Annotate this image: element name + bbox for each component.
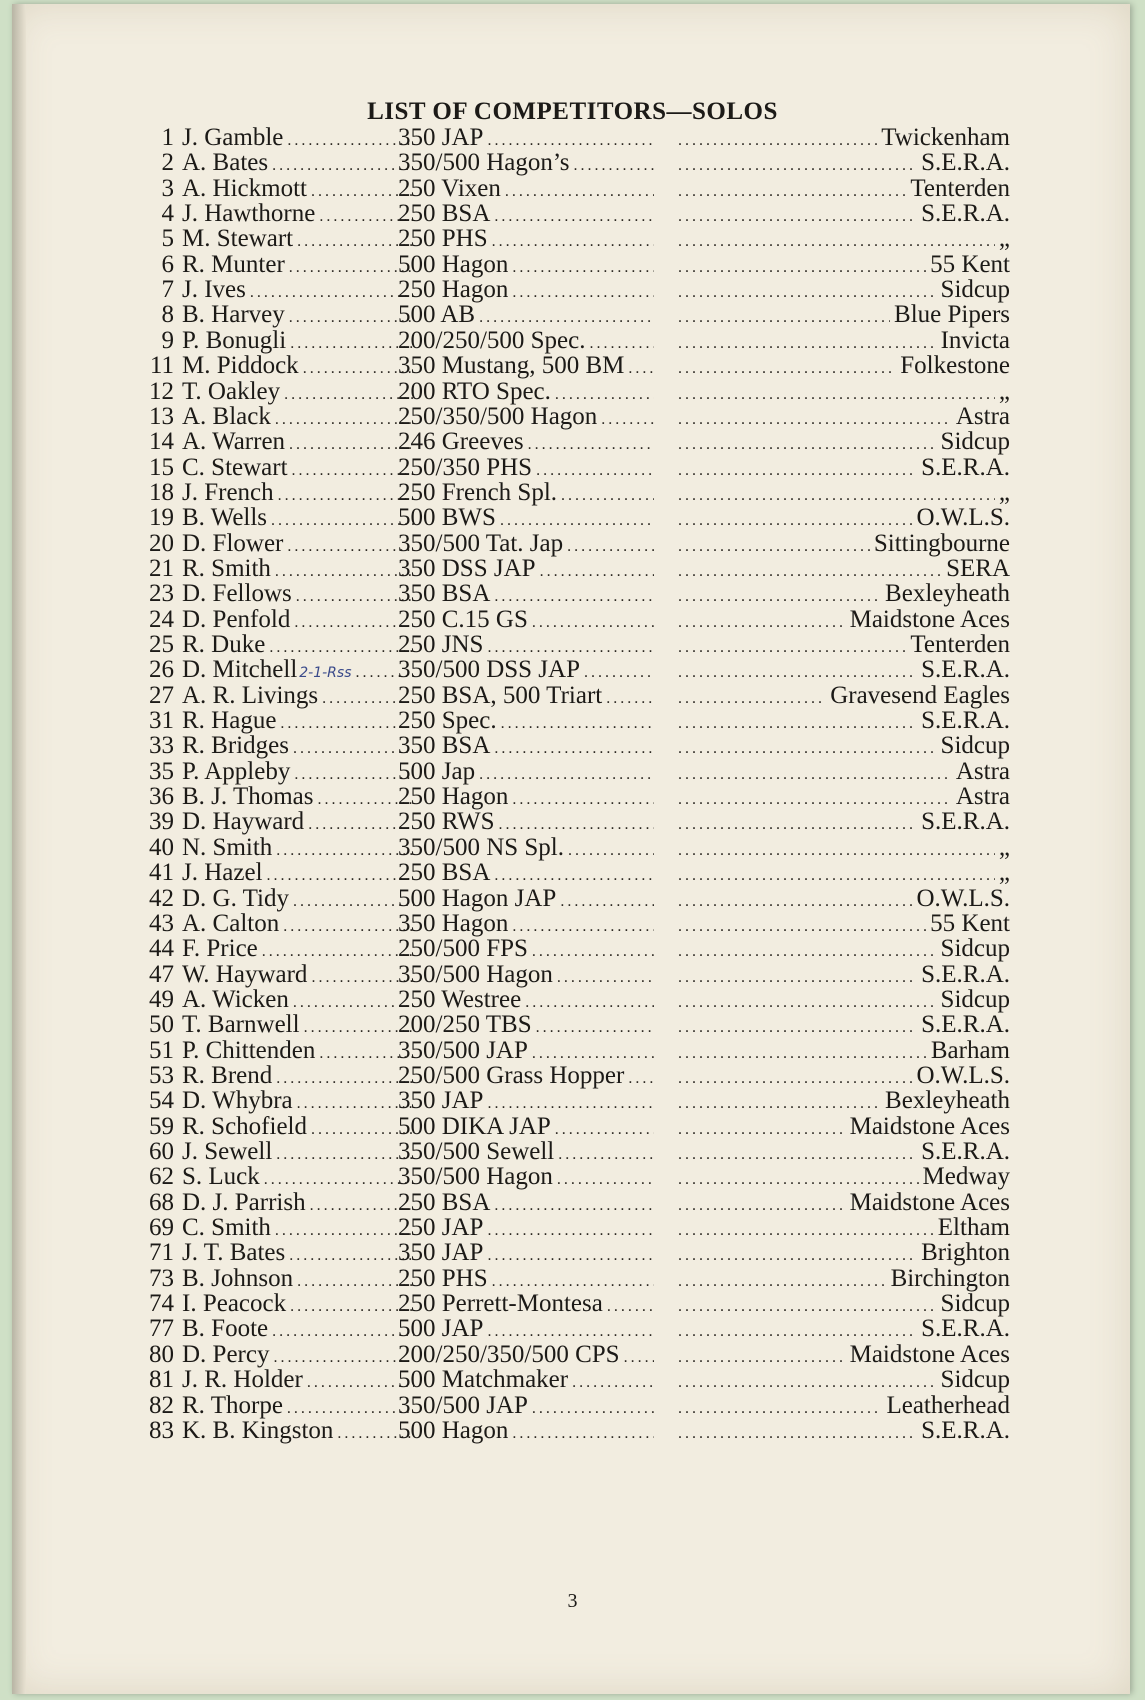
club: S.E.R.A. [921,707,1010,735]
competitor-name: R. Thorpe [182,1391,283,1419]
machine: 250 Vixen [398,174,501,202]
table-row [140,859,1010,887]
machine: 250 PHS [398,225,488,253]
table-row [140,1189,1010,1217]
competitor-name: D. J. Parrish [182,1188,306,1216]
machine: 250 Perrett-Montesa [398,1290,603,1318]
machine: 350 BSA [398,732,491,760]
competitor-number: 13 [149,402,174,430]
club: Sidcup [940,276,1010,304]
club: S.E.R.A. [921,656,1010,684]
machine: 350 DSS JAP [398,554,536,582]
competitor-number: 80 [149,1340,174,1368]
competitor-name: K. B. Kingston [182,1416,334,1444]
competitor-number: 39 [149,808,174,836]
machine: 350 JAP [398,1087,484,1115]
machine: 350 Hagon [398,909,509,937]
table-row [140,479,1010,507]
club: S.E.R.A. [921,1011,1010,1039]
page-number: 3 [567,1590,578,1612]
club: Sidcup [940,428,1010,456]
competitor-number: 81 [149,1366,174,1394]
competitor-number: 5 [161,225,174,253]
machine: 500 JAP [398,1315,484,1343]
machine: 350/500 Hagon [398,1163,553,1191]
table-row [140,1290,1010,1318]
table-row [140,225,1010,253]
table-row [140,910,1010,938]
table-row [140,1214,1010,1242]
competitor-name: A. Warren [182,428,286,456]
competitor-name: B. Johnson [182,1264,294,1292]
competitor-number: 31 [149,707,174,735]
competitor-number: 71 [149,1239,174,1267]
table-row [140,555,1010,583]
machine: 350/500 NS Spl. [398,833,565,861]
club: Maidstone Aces [849,1112,1010,1140]
competitor-name: A. Calton [182,909,280,937]
machine: 350/500 JAP [398,1391,528,1419]
club: S.E.R.A. [921,453,1010,481]
machine: 250 French Spl. [398,478,558,506]
competitor-name: R. Smith [182,554,271,582]
competitor-number: 3 [161,174,174,202]
machine: 250 BSA, 500 Triart [398,681,603,709]
competitor-number: 27 [149,681,174,709]
table-row [140,1265,1010,1293]
competitor-number: 40 [149,833,174,861]
competitor-name: D. G. Tidy [182,884,289,912]
machine: 250 C.15 GS [398,605,528,633]
machine: 500 Jap [398,757,476,785]
competitor-name: D. Whybra [182,1087,293,1115]
competitor-name: J. French [182,478,274,506]
club: „ [998,478,1010,506]
leader-dots [678,1420,917,1448]
competitor-number: 47 [149,960,174,988]
competitor-name: A. R. Livings [182,681,319,709]
competitor-name: J. R. Holder [182,1366,303,1394]
competitor-name: J. Hazel [182,859,263,887]
table-row [140,1239,1010,1267]
competitor-name: C. Stewart [182,453,288,481]
machine: 250 Hagon [398,276,509,304]
club: Invicta [940,326,1010,354]
table-row [140,175,1010,203]
competitor-name: D. Mitchell [182,656,298,684]
page-spine [12,4,26,1694]
competitor-name: S. Luck [182,1163,260,1191]
competitor-name: W. Hayward [182,960,308,988]
table-row [140,530,1010,558]
table-row [140,580,1010,608]
table-row [140,403,1010,431]
table-row [140,732,1010,760]
competitor-name: R. Bridges [182,732,289,760]
club: S.E.R.A. [921,149,1010,177]
club: Maidstone Aces [849,605,1010,633]
table-row [140,200,1010,228]
club: „ [998,833,1010,861]
club: S.E.R.A. [921,1138,1010,1165]
club: 55 Kent [930,250,1010,278]
table-row [140,1011,1010,1039]
club: Sittingbourne [873,529,1010,557]
club: Sidcup [940,1290,1010,1318]
machine: 350/500 Hagon’s [398,149,570,177]
machine: 350 Mustang, 500 BM [398,352,625,380]
machine-cell [398,1417,658,1448]
competitor-number: 18 [149,478,174,506]
machine: 350/500 Sewell [398,1138,555,1165]
competitor-name: M. Stewart [182,225,294,253]
machine: 500 Hagon [398,250,509,278]
handwritten-note: 2-1-Rss [299,665,352,682]
competitor-name: P. Appleby [182,757,291,785]
machine: 250 RWS [398,808,495,836]
table-row [140,808,1010,836]
competitor-number: 68 [149,1188,174,1216]
table-row [140,301,1010,329]
competitor-name: P. Chittenden [182,1036,316,1064]
machine: 500 BWS [398,504,496,532]
club: Astra [955,783,1010,811]
competitor-number: 11 [149,352,174,380]
table-row [140,1062,1010,1090]
table-row [140,352,1010,380]
machine: 250 Westree [398,985,522,1013]
table-row [140,758,1010,786]
machine: 200 RTO Spec. [398,377,551,405]
machine: 250 JAP [398,1214,484,1242]
competitor-number: 26 [149,656,174,684]
competitor-name: J. Sewell [182,1138,273,1165]
club: O.W.L.S. [916,884,1010,912]
competitor-number: 24 [149,605,174,633]
club: Folkestone [900,352,1010,380]
competitor-name: A. Bates [182,149,269,177]
competitor-name: B. J. Thomas [182,783,314,811]
machine: 250 BSA [398,200,491,228]
competitor-number: 83 [149,1416,174,1444]
competitor-number: 73 [149,1264,174,1292]
competitor-number: 82 [149,1391,174,1419]
table-row [140,606,1010,634]
competitor-number: 15 [149,453,174,481]
page-title: LIST OF COMPETITORS—SOLOS [367,98,778,125]
table-row [140,834,1010,862]
club: Tenterden [910,174,1010,202]
club: S.E.R.A. [921,1416,1010,1444]
club: Bexleyheath [885,580,1010,608]
table-row [140,276,1010,304]
competitor-name: J. T. Bates [182,1239,286,1267]
competitor-number: 20 [149,529,174,557]
machine: 250 BSA [398,859,491,887]
competitor-number: 62 [149,1163,174,1191]
competitor-number: 19 [149,504,174,532]
competitor-number: 74 [149,1290,174,1318]
competitor-name: M. Piddock [182,352,299,380]
machine: 500 Matchmaker [398,1366,569,1394]
machine: 500 Hagon JAP [398,884,557,912]
club: Maidstone Aces [849,1188,1010,1216]
competitor-name: D. Hayward [182,808,305,836]
club: S.E.R.A. [921,960,1010,988]
club: Barham [930,1036,1010,1064]
table-row [140,1366,1010,1394]
competitor-name: D. Flower [182,529,284,557]
competitor-number: 43 [149,909,174,937]
club: Sidcup [940,732,1010,760]
table-row [140,885,1010,913]
club: Blue Pipers [894,301,1010,329]
club: Bexleyheath [885,1087,1010,1115]
machine: 250 JNS [398,631,484,658]
table-row [140,682,1010,710]
competitor-number: 6 [161,250,174,278]
club: Sidcup [940,935,1010,963]
competitor-name: R. Munter [182,250,285,278]
competitor-number: 21 [149,554,174,582]
machine: 250 Spec. [398,707,497,735]
table-row [140,1163,1010,1191]
competitor-name: T. Barnwell [182,1011,300,1039]
table-row [140,251,1010,279]
competitor-name: N. Smith [182,833,273,861]
club: Maidstone Aces [849,1340,1010,1368]
competitor-number: 50 [149,1011,174,1039]
machine: 350 JAP [398,1239,484,1267]
competitor-number: 35 [149,757,174,785]
machine: 350/500 JAP [398,1036,528,1064]
club: Gravesend Eagles [830,681,1010,709]
competitor-number: 69 [149,1214,174,1242]
table-row [140,1315,1010,1343]
club: Leatherhead [886,1391,1010,1419]
competitor-number: 8 [161,301,174,329]
club: S.E.R.A. [921,1315,1010,1343]
club: Sidcup [940,985,1010,1013]
club: „ [998,377,1010,405]
machine: 500 Hagon [398,1416,509,1444]
competitor-name: J. Ives [182,276,246,304]
competitor-number: 41 [149,859,174,887]
machine: 246 Greeves [398,428,524,456]
machine: 350 JAP [398,124,484,151]
competitor-name: B. Wells [182,504,268,532]
club: Astra [955,757,1010,785]
competitor-number: 12 [149,377,174,405]
machine: 250 Hagon [398,783,509,811]
machine: 350 BSA [398,580,491,608]
club: O.W.L.S. [916,504,1010,532]
competitor-name: T. Oakley [182,377,281,405]
competitor-number: 14 [149,428,174,456]
machine: 200/250 TBS [398,1011,532,1039]
competitor-number: 53 [149,1061,174,1089]
table-row [140,631,1010,659]
club-cell [678,1417,1010,1448]
machine: 250/350 PHS [398,453,533,481]
machine: 350/500 DSS JAP [398,656,580,684]
competitor-name: A. Black [182,402,271,430]
club: Birchington [890,1264,1010,1292]
table-row [140,378,1010,406]
competitor-number: 7 [161,276,174,304]
club: S.E.R.A. [921,200,1010,228]
machine: 250 PHS [398,1264,488,1292]
competitor-number: 44 [149,935,174,963]
competitor-name: F. Price [182,935,258,963]
table-row [140,428,1010,456]
club: 55 Kent [930,909,1010,937]
table-row [140,1138,1010,1166]
table-row [140,327,1010,355]
table-row [140,961,1010,989]
table-row [140,707,1010,735]
competitor-name: R. Brend [182,1061,273,1089]
table-row [140,504,1010,532]
competitor-number: 4 [161,200,174,228]
competitor-name: A. Wicken [182,985,289,1013]
table-row [140,1113,1010,1141]
competitor-name: B. Harvey [182,301,285,329]
competitor-name: B. Foote [182,1315,269,1343]
competitor-name: P. Bonugli [182,326,287,354]
machine: 200/250/350/500 CPS [398,1340,620,1368]
club: O.W.L.S. [916,1061,1010,1089]
competitor-number: 33 [149,732,174,760]
table-row [140,986,1010,1014]
machine: 250/350/500 Hagon [398,402,598,430]
competitor-name: D. Percy [182,1340,270,1368]
competitor-name: R. Duke [182,631,266,658]
competitor-number: 1 [161,124,174,151]
competitor-name: R. Hague [182,707,277,735]
table-row [140,1392,1010,1420]
machine: 500 AB [398,301,476,329]
competitor-name: R. Schofield [182,1112,307,1140]
table-row [140,1087,1010,1115]
competitor-name: I. Peacock [182,1290,287,1318]
competitor-name: D. Fellows [182,580,292,608]
competitor-name-cell [182,1417,418,1448]
table-row [140,124,1010,152]
club: Astra [955,402,1010,430]
table-row [140,783,1010,811]
competitor-number: 42 [149,884,174,912]
table-row [140,1417,1010,1445]
table-row [140,1037,1010,1065]
table-row [140,656,1010,684]
competitor-number: 2 [161,149,174,177]
machine: 250/500 FPS [398,935,528,963]
machine: 350/500 Tat. Jap [398,529,564,557]
competitor-number: 36 [149,783,174,811]
club: Brighton [921,1239,1010,1267]
club: Medway [922,1163,1010,1191]
competitor-number: 54 [149,1087,174,1115]
club: Sidcup [940,1366,1010,1394]
competitor-number: 9 [161,326,174,354]
table-row [140,149,1010,177]
machine: 200/250/500 Spec. [398,326,586,354]
club: S.E.R.A. [921,808,1010,836]
table-row [140,454,1010,482]
competitor-number: 25 [149,631,174,658]
table-row [140,935,1010,963]
club: Eltham [937,1214,1010,1242]
competitor-number: 51 [149,1036,174,1064]
machine: 250/500 Grass Hopper [398,1061,625,1089]
club: „ [998,225,1010,253]
competitor-number: 77 [149,1315,174,1343]
competitor-number: 49 [149,985,174,1013]
machine: 350/500 Hagon [398,960,553,988]
competitor-name: D. Penfold [182,605,291,633]
club: „ [998,859,1010,887]
competitor-number: 23 [149,580,174,608]
machine: 500 DIKA JAP [398,1112,551,1140]
competitor-number: 60 [149,1138,174,1165]
leader-dots [512,1420,654,1448]
machine: 250 BSA [398,1188,491,1216]
competitor-name: J. Hawthorne [182,200,316,228]
club: SERA [946,554,1010,582]
club: Twickenham [881,124,1010,151]
competitor-name: A. Hickmott [182,174,307,202]
club: Tenterden [910,631,1010,658]
table-row [140,1341,1010,1369]
competitor-name: J. Gamble [182,124,284,151]
competitor-name: C. Smith [182,1214,271,1242]
competitor-number: 59 [149,1112,174,1140]
